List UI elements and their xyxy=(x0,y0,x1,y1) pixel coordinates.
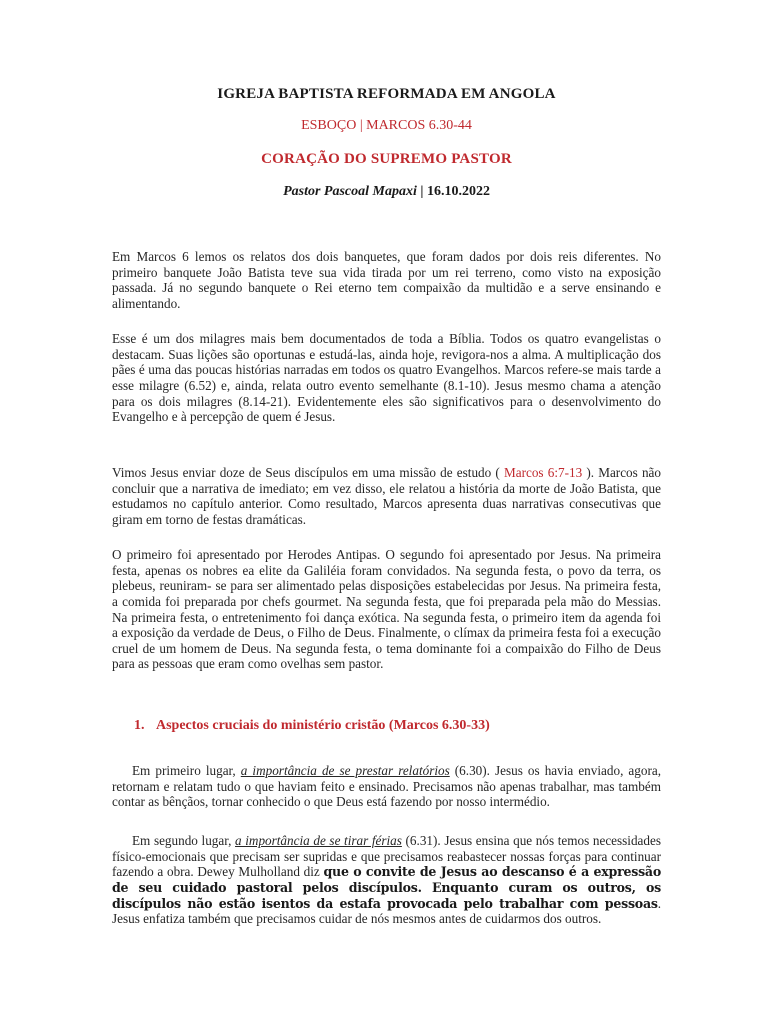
scripture-reference-link[interactable]: Marcos 6:7-13 xyxy=(504,465,583,481)
church-name-title: IGREJA BAPTISTA REFORMADA EM ANGOLA xyxy=(217,86,556,102)
paragraph-rest xyxy=(112,833,661,927)
emphasis-reports: a importância de se prestar relatórios xyxy=(240,763,450,779)
quote-bold: que o convite de Jesus ao descanso é a expressão de seu cuidado pastoral pelos discípulos. Enquanto curam os outros, os discípulos não estão isentos da estafa provocada pelo trabalhar com pessoas xyxy=(112,864,661,911)
section-heading xyxy=(134,718,654,734)
paragraph-two-feasts: O primeiro foi apresentado por Herodes Antipas. O segundo foi apresentado por Jesus. Na primeira festa, apenas os nobres ea elite da Galiléia foram convidados. Na segunda festa, o povo da terra, os plebeus, reuniram- se para ser alimentado pelas disposições estabelecidas por Jesus. Na primeira festa, a comida foi preparada por chefs gourmet. Na segunda festa, que foi preparada pela mão do Messias. Na primeira festa, o entretenimento foi dança exótica. Na segunda festa, o primeiro item da agenda foi a exposição da verdade de Deus, o Filho de Deus. Finalmente, o clímax da primeira festa foi a execução cruel de um homem de Deus. Na segunda festa, o tema dominante foi a compaixão do Filho de Deus para as pessoas que eram como ovelhas sem pastor. xyxy=(112,547,661,672)
author-name: Pastor Pascoal Mapaxi xyxy=(283,184,417,199)
paragraph-mission-text-b: ). Marcos não concluir que a narrativa de imediato; em vez disso, ele relatou a história da morte de João Batista, que estudamos no capítulo anterior. Como resultado, Marcos apresenta duas narrativas consecutivas que giram em torno de festas dramáticas. xyxy=(112,465,661,527)
paragraph-miracle: Esse é um dos milagres mais bem documentados de toda a Bíblia. Todos os quatro evangelistas o destacam. Suas lições são oportunas e estudá-las, ainda hoje, revigora-nos a alma. A multiplicação dos pães é uma das poucas histórias narradas em todos os quatro Evangelhos. Marcos refere-se mais tarde a esse milagre (6.52) e, ainda, relata outro evento semelhante (8.1-10). Jesus mesmo chama a atenção para os dois milagres (8.14-21). Evidentemente eles são significativos para o desenvolvimento do Evangelho e à percepção de quem é Jesus. xyxy=(112,331,661,425)
paragraph-reports xyxy=(112,763,661,810)
paragraph-reports-text-a: Em primeiro lugar, xyxy=(132,763,241,779)
byline-separator: | xyxy=(416,184,427,199)
sermon-date: 16.10.2022 xyxy=(426,184,490,199)
paragraph-rest-text-c: . Jesus enfatiza também que precisamos cuidar de nós mesmos antes de cuidarmos dos outros. xyxy=(112,895,661,927)
paragraph-rest-text-b: (6.31). Jesus ensina que nós temos necessidades físico-emocionais que precisam ser supridas e que precisamos reabastecer nossas forças para continuar fazendo a obra. Dewey Mulholland diz xyxy=(112,833,661,880)
section-heading-text: Aspectos cruciais do ministério cristão (Marcos 6.30-33) xyxy=(156,718,490,733)
paragraph-mission xyxy=(112,465,661,527)
byline xyxy=(112,184,661,200)
paragraph-mission-text-a: Vimos Jesus enviar doze de Seus discípulos em uma missão de estudo ( xyxy=(112,465,504,481)
paragraph-reports-text-b: (6.30). Jesus os havia enviado, agora, retornam e relatam tudo o que haviam feito e ensinado. Precisamos não apenas trabalhar, mas também contar as bênçãos, tornar conhecido o que Deus está fazendo por nosso intermédio. xyxy=(112,763,662,810)
paragraph-rest-text-a: Em segundo lugar, xyxy=(132,833,236,849)
emphasis-rest: a importância de se tirar férias xyxy=(235,833,402,849)
paragraph-intro: Em Marcos 6 lemos os relatos dos dois banquetes, que foram dados por dois reis diferentes. No primeiro banquete João Batista teve sua vida tirada por um rei terreno, como visto na exposição passada. Já no segundo banquete o Rei eterno tem compaixão da multidão e a serve ensinando e alimentando. xyxy=(112,249,661,311)
sermon-title: CORAÇÃO DO SUPREMO PASTOR xyxy=(261,151,512,167)
outline-subtitle: ESBOÇO | MARCOS 6.30-44 xyxy=(301,118,472,133)
section-number: 1. xyxy=(134,718,145,733)
